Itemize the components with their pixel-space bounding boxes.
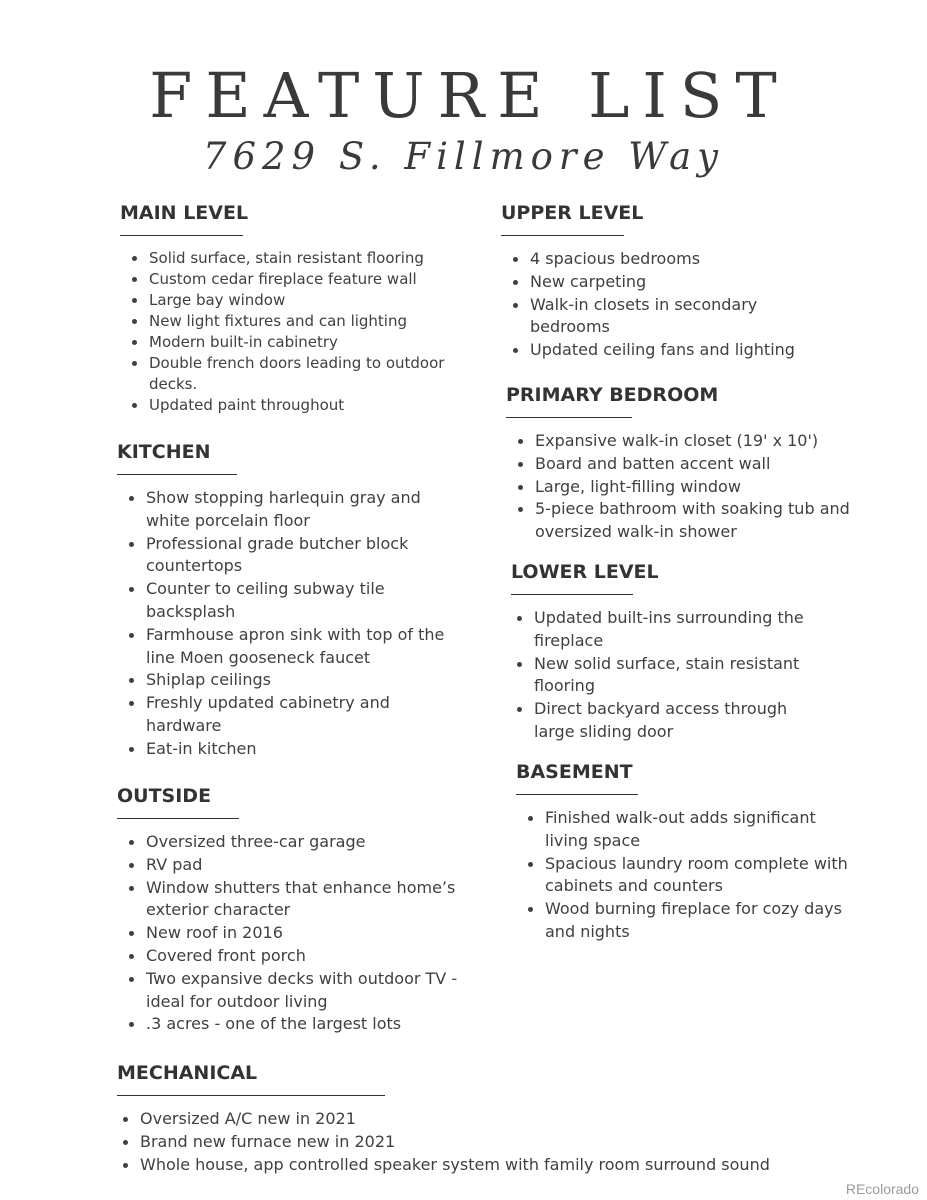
section-primary-bedroom [506, 382, 856, 544]
list-item: Two expansive decks with outdoor TV - ideal for outdoor living [117, 968, 462, 1014]
feature-list [501, 248, 821, 362]
section-divider [117, 1095, 385, 1096]
list-item: New solid surface, stain resistant flooring [505, 653, 831, 699]
section-heading: PRIMARY BEDROOM [506, 384, 719, 406]
list-item: Direct backyard access through large sliding door [505, 698, 831, 744]
section-divider [516, 794, 638, 795]
feature-list [117, 831, 462, 1036]
list-item: Finished walk-out adds significant living space [516, 807, 861, 853]
list-item: Wood burning fireplace for cozy days and nights [516, 898, 861, 944]
list-item: Farmhouse apron sink with top of the line Moen gooseneck faucet [117, 624, 462, 670]
section-heading: UPPER LEVEL [501, 202, 644, 224]
page-subtitle: 7629 S. Fillmore Way [202, 135, 725, 178]
section-main-level [120, 200, 460, 416]
list-item: New carpeting [501, 271, 821, 294]
section-divider [506, 417, 632, 418]
list-item: Freshly updated cabinetry and hardware [117, 692, 462, 738]
list-item: New light fixtures and can lighting [120, 311, 460, 332]
section-kitchen [117, 439, 462, 761]
list-item: Large, light-filling window [506, 476, 856, 499]
section-heading: LOWER LEVEL [511, 561, 659, 583]
section-divider [501, 235, 624, 236]
list-item: Covered front porch [117, 945, 462, 968]
section-heading: KITCHEN [117, 441, 211, 463]
page-title: FEATURE LIST [149, 59, 790, 132]
watermark: REcolorado [845, 1181, 919, 1197]
section-outside [117, 783, 462, 1036]
list-item: 5-piece bathroom with soaking tub and oversized walk-in shower [506, 498, 856, 544]
section-lower-level [511, 559, 831, 744]
list-item: Oversized A/C new in 2021 [111, 1108, 817, 1131]
section-divider [117, 474, 237, 475]
list-item: Shiplap ceilings [117, 669, 462, 692]
list-item: Modern built-in cabinetry [120, 332, 460, 353]
section-heading: OUTSIDE [117, 785, 212, 807]
list-item: Expansive walk-in closet (19' x 10') [506, 430, 856, 453]
section-heading: MAIN LEVEL [120, 202, 249, 224]
section-heading: BASEMENT [516, 761, 633, 783]
list-item: Counter to ceiling subway tile backsplash [117, 578, 462, 624]
list-item: Double french doors leading to outdoor decks. [120, 353, 460, 395]
section-divider [511, 594, 633, 595]
feature-list [111, 1108, 817, 1176]
list-item: 4 spacious bedrooms [501, 248, 821, 271]
list-item: New roof in 2016 [117, 922, 462, 945]
feature-list [516, 807, 861, 944]
section-divider [120, 235, 243, 236]
list-item: Brand new furnace new in 2021 [111, 1131, 817, 1154]
list-item: Spacious laundry room complete with cabinets and counters [516, 853, 861, 899]
list-item: Large bay window [120, 290, 460, 311]
list-item: Whole house, app controlled speaker system with family room surround sound [111, 1154, 817, 1177]
list-item: RV pad [117, 854, 462, 877]
list-item: Updated built-ins surrounding the fireplace [505, 607, 831, 653]
list-item: Window shutters that enhance home’s exterior character [117, 877, 462, 923]
feature-list [506, 430, 856, 544]
section-heading: MECHANICAL [117, 1062, 258, 1084]
list-item: Updated ceiling fans and lighting [501, 339, 821, 362]
list-item: Board and batten accent wall [506, 453, 856, 476]
list-item: Eat-in kitchen [117, 738, 462, 761]
list-item: Show stopping harlequin gray and white porcelain floor [117, 487, 462, 533]
list-item: Updated paint throughout [120, 395, 460, 416]
section-upper-level [501, 200, 821, 362]
feature-list [117, 487, 462, 761]
list-item: Professional grade butcher block countertops [117, 533, 462, 579]
list-item: Walk-in closets in secondary bedrooms [501, 294, 821, 340]
feature-list [505, 607, 831, 744]
list-item: Oversized three-car garage [117, 831, 462, 854]
list-item: Custom cedar fireplace feature wall [120, 269, 460, 290]
list-item: .3 acres - one of the largest lots [117, 1013, 462, 1036]
feature-list [120, 248, 460, 416]
section-divider [117, 818, 239, 819]
section-mechanical [117, 1060, 817, 1176]
list-item: Solid surface, stain resistant flooring [120, 248, 460, 269]
section-basement [516, 759, 861, 944]
